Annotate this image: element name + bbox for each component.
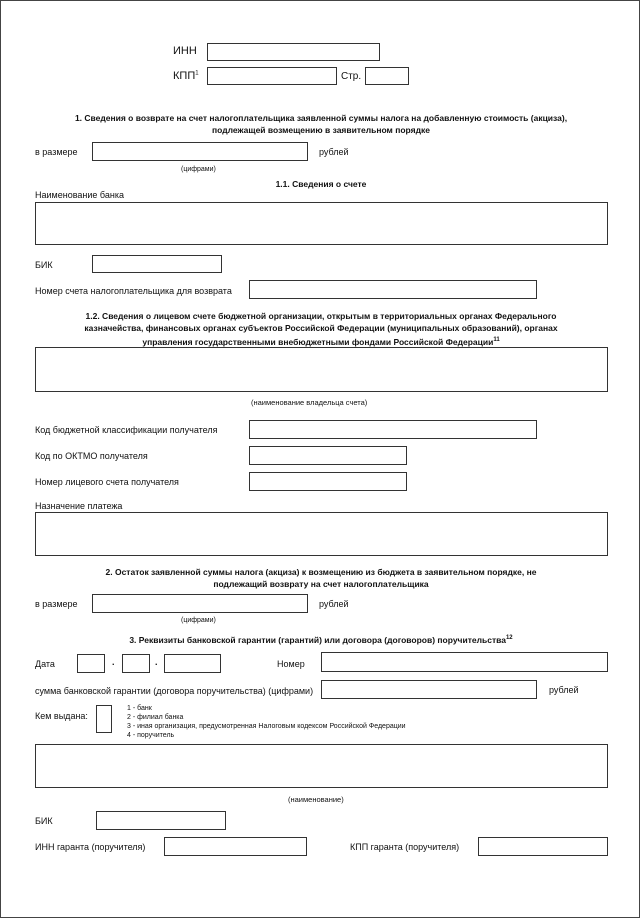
account-owner-field[interactable] — [35, 347, 608, 392]
section1-amount-label: в размере — [35, 147, 78, 157]
section2-amount-field[interactable] — [92, 594, 308, 613]
bank-name-label: Наименование банка — [35, 190, 124, 200]
section1-title-line1: 1. Сведения о возврате на счет налогоплательщика заявленной суммы налога на добавленную стоимость (акциза), — [74, 113, 568, 123]
personal-account-label: Номер лицевого счета получателя — [35, 477, 179, 487]
number-label: Номер — [277, 659, 305, 669]
issued-by-option-4: 4 - поручитель — [127, 732, 175, 739]
owner-note: (наименование владельца счета) — [251, 398, 368, 407]
date-sep-2: . — [155, 657, 158, 667]
issued-by-option-3: 3 - иная организация, предусмотренная Налоговым кодексом Российской Федерации — [127, 723, 406, 730]
date-label: Дата — [35, 659, 55, 669]
section3-footnote: 12 — [505, 635, 513, 641]
inn-label: ИНН — [173, 45, 197, 57]
section2-rub-label: рублей — [319, 599, 349, 609]
date-year-field[interactable] — [164, 654, 221, 673]
purpose-label: Назначение платежа — [35, 501, 123, 511]
date-month-field[interactable] — [122, 654, 150, 673]
page-label: Стр. — [341, 71, 362, 82]
section1-2-title-line2: казначейства, финансовых органах субъектов Российской Федерации (муниципальных образований), органах — [84, 323, 558, 333]
bik-field[interactable] — [92, 255, 222, 273]
guarantor-inn-field[interactable] — [164, 837, 307, 856]
issued-by-label: Кем выдана: — [35, 711, 88, 721]
name-note: (наименование) — [288, 795, 344, 804]
section2-title-line1: 2. Остаток заявленной суммы налога (акциза) к возмещению из бюджета в заявительном порядке, не — [105, 567, 537, 577]
kpp-label-wrap — [173, 70, 199, 82]
issued-by-option-2: 2 - филиал банка — [127, 714, 184, 721]
inn-field[interactable] — [207, 43, 380, 61]
kpp-footnote: 1 — [195, 70, 199, 77]
account-label: Номер счета налогоплательщика для возврата — [35, 286, 232, 296]
section1-2-title-line3: управления государственными внебюджетными фондами Российской Федерации — [142, 336, 494, 347]
issued-by-option-1: 1 - банк — [127, 705, 152, 712]
guarantor-name-field[interactable] — [35, 744, 608, 788]
guarantor-kpp-label: КПП гаранта (поручителя) — [350, 842, 460, 852]
guarantor-inn-label: ИНН гаранта (поручителя) — [35, 842, 146, 852]
section1-title — [21, 112, 621, 136]
section1-2-title-line1: 1.2. Сведения о лицевом счете бюджетной организации, открытым в территориальных органах Федерального — [85, 311, 557, 321]
kpp-label: КПП — [173, 70, 196, 82]
section2-amount-label: в размере — [35, 599, 78, 609]
oktmo-label: Код по ОКТМО получателя — [35, 451, 148, 461]
section1-1-title: 1.1. Сведения о счете — [275, 179, 367, 189]
date-sep-1: . — [112, 657, 115, 667]
section1-digits-note: (цифрами) — [181, 166, 216, 173]
section3-bik-field[interactable] — [96, 811, 226, 830]
issued-by-code-field[interactable] — [96, 705, 112, 733]
bank-name-field[interactable] — [35, 202, 608, 245]
section1-2-title — [21, 310, 621, 348]
guarantee-sum-label: сумма банковской гарантии (договора поручительства) (цифрами) — [35, 686, 314, 696]
section3-title: 3. Реквизиты банковской гарантии (гарантий) или договора (договоров) поручительства — [129, 634, 506, 645]
section3-title-wrap — [101, 632, 541, 646]
kbk-label: Код бюджетной классификации получателя — [35, 425, 218, 435]
section1-2-footnote: 11 — [493, 337, 500, 343]
account-field[interactable] — [249, 280, 537, 299]
section2-title-line2: подлежащий возврату на счет налогоплательщика — [213, 579, 429, 589]
section1-2-title-line3-wrap — [21, 334, 621, 348]
date-day-field[interactable] — [77, 654, 105, 673]
section1-rub-label: рублей — [319, 147, 349, 157]
section2-digits-note: (цифрами) — [181, 617, 216, 624]
guarantor-kpp-field[interactable] — [478, 837, 608, 856]
guarantee-sum-field[interactable] — [321, 680, 537, 699]
page-number-field[interactable] — [365, 67, 409, 85]
number-field[interactable] — [321, 652, 608, 672]
issued-by-options — [127, 704, 406, 740]
purpose-field[interactable] — [35, 512, 608, 556]
bik-label: БИК — [35, 260, 53, 270]
section1-title-line2: подлежащей возмещению в заявительном порядке — [212, 125, 430, 135]
guarantee-rub-label: рублей — [549, 685, 579, 695]
section2-title — [21, 566, 621, 590]
personal-account-field[interactable] — [249, 472, 407, 491]
section1-amount-field[interactable] — [92, 142, 308, 161]
section3-bik-label: БИК — [35, 816, 53, 826]
kbk-field[interactable] — [249, 420, 537, 439]
oktmo-field[interactable] — [249, 446, 407, 465]
kpp-field[interactable] — [207, 67, 337, 85]
